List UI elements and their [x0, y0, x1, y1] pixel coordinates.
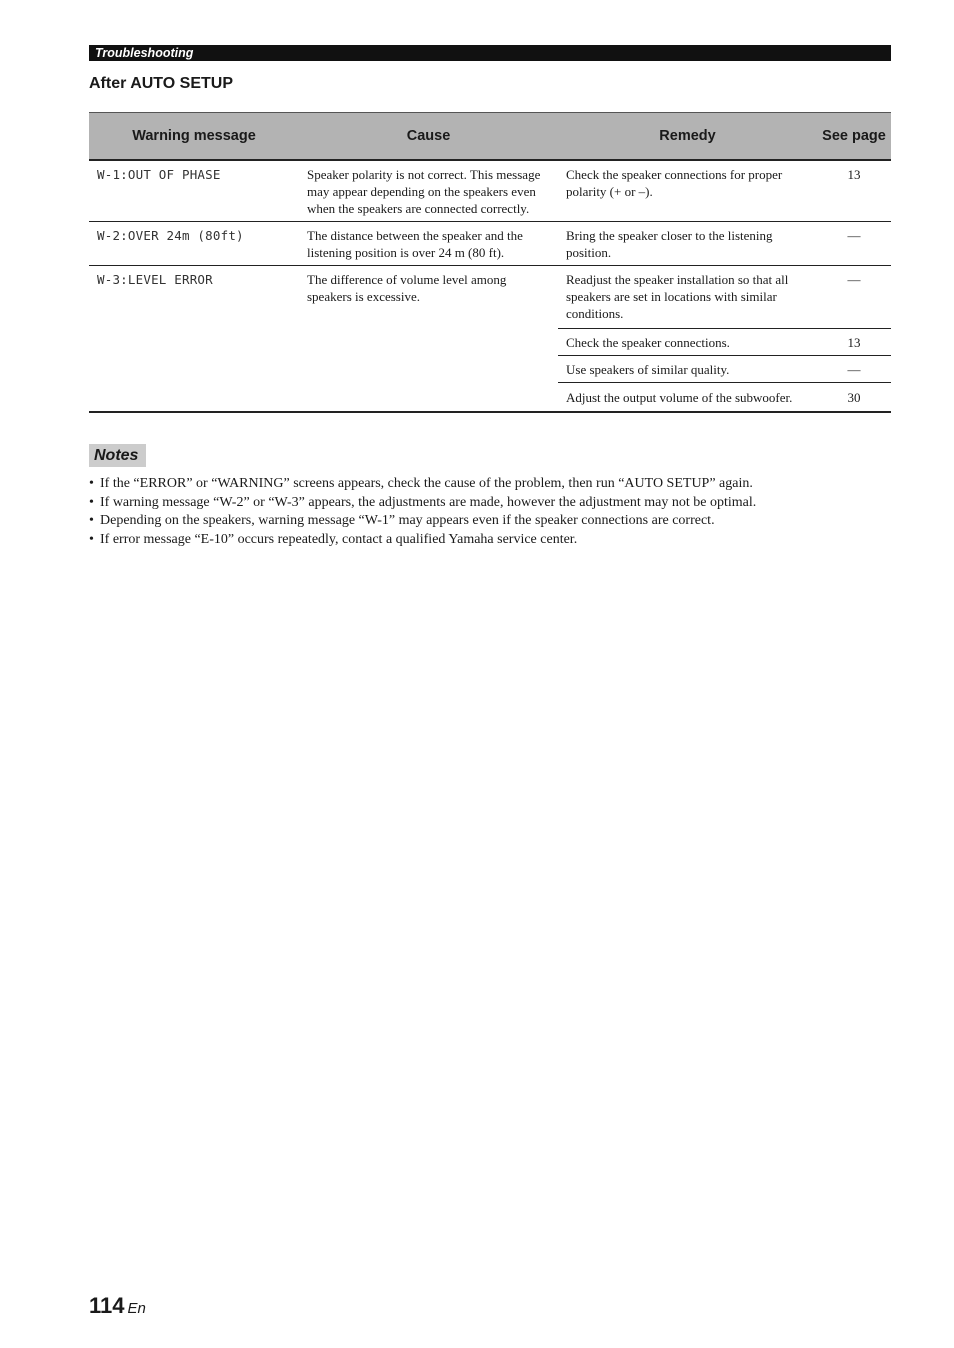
page-cell: —: [817, 356, 891, 383]
warning-message-cell: W-1:OUT OF PHASE: [89, 160, 299, 222]
cause-cell: The difference of volume level among speakers is excessive.: [299, 266, 558, 413]
bullet-icon: •: [89, 476, 94, 491]
notes-list: [89, 475, 891, 550]
page-cell: —: [817, 266, 891, 329]
remedy-cell: Bring the speaker closer to the listening position.: [558, 222, 817, 266]
page-cell: 30: [817, 383, 891, 413]
column-header-page: See page: [817, 113, 891, 161]
column-header-warning: Warning message: [89, 113, 299, 161]
bullet-icon: •: [89, 513, 94, 529]
remedy-cell: Check the speaker connections for proper polarity (+ or –).: [558, 160, 817, 222]
section-header-bar: [89, 45, 891, 61]
remedy-cell: Check the speaker connections.: [558, 329, 817, 356]
list-item: [89, 512, 891, 531]
note-text: If the “ERROR” or “WARNING” screens appears, check the cause of the problem, then run “: [100, 476, 625, 491]
section-title: Troubleshooting: [95, 46, 194, 60]
remedy-cell: Use speakers of similar quality.: [558, 356, 817, 383]
bullet-icon: •: [89, 532, 94, 548]
notes-label: [89, 444, 146, 467]
note-text-smallcaps: AUTO SETUP: [624, 476, 710, 491]
bullet-icon: •: [89, 494, 94, 510]
page-number-value: 114: [89, 1293, 125, 1318]
notes-label-text: Notes: [94, 447, 139, 464]
table-header-row: [89, 113, 891, 161]
cause-cell: The distance between the speaker and the listening position is over 24 m (80 ft).: [299, 222, 558, 266]
remedy-cell: Adjust the output volume of the subwoofer.: [558, 383, 817, 413]
table-row: [89, 160, 891, 222]
page-number: [89, 1293, 146, 1319]
note-text: If error message “E-10” occurs repeatedly, contact a qualified Yamaha service center.: [100, 532, 578, 548]
list-item: [89, 475, 891, 494]
list-item: [89, 494, 891, 513]
page-cell: 13: [817, 160, 891, 222]
list-item: [89, 531, 891, 550]
page-cell: 13: [817, 329, 891, 356]
remedy-cell: Readjust the speaker installation so that all speakers are set in locations with similar conditions.: [558, 266, 817, 329]
page-language: En: [127, 1300, 146, 1317]
page-cell: —: [817, 222, 891, 266]
column-header-remedy: Remedy: [558, 113, 817, 161]
table-row: [89, 266, 891, 329]
column-header-cause: Cause: [299, 113, 558, 161]
subsection-title: After AUTO SETUP: [89, 75, 234, 92]
cause-cell: Speaker polarity is not correct. This message may appear depending on the speakers even when the speakers are connected correctly.: [299, 160, 558, 222]
table-row: [89, 222, 891, 266]
note-text: If warning message “W-2” or “W-3” appears, the adjustments are made, however the adjustment may not be optimal.: [100, 494, 757, 510]
note-text: Depending on the speakers, warning message “W-1” may appears even if the speaker connections are correct.: [100, 513, 715, 529]
warning-message-cell: W-3:LEVEL ERROR: [89, 266, 299, 413]
warning-table: [89, 112, 891, 413]
note-text-end: ” again.: [709, 476, 753, 491]
warning-message-cell: W-2:OVER 24m (80ft): [89, 222, 299, 266]
